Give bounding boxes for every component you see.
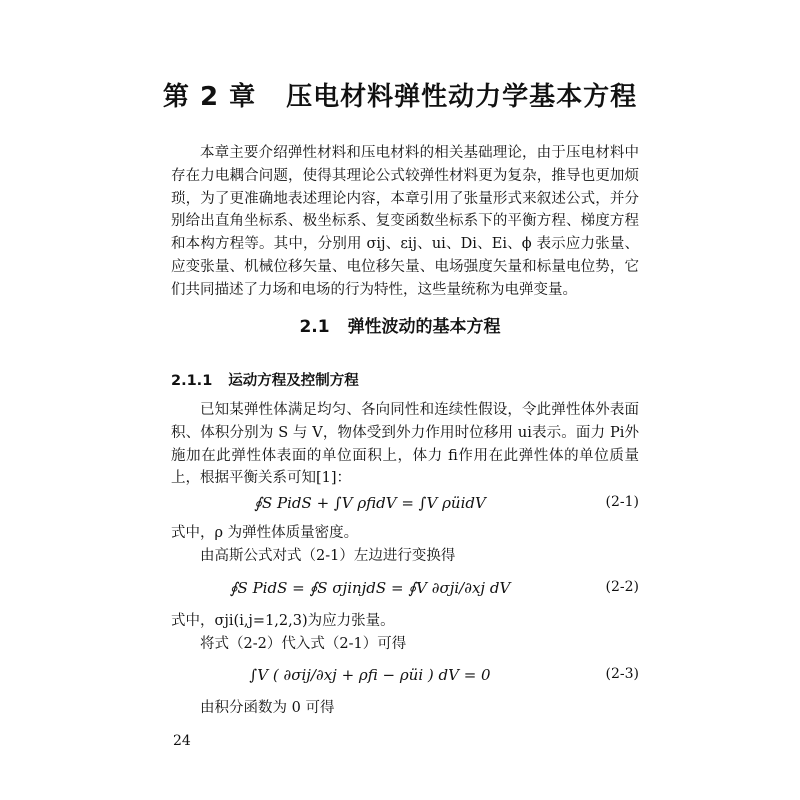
paragraph-density-note: 式中，ρ 为弹性体质量密度。 xyxy=(171,525,359,541)
chapter-intro-paragraph: 本章主要介绍弹性材料和压电材料的相关基础理论，由于压电材料中存在力电耦合问题，使得其理论公式较弹性材料更为复杂，推导也更加烦琐，为了更准确地表述理论内容，本章引用了张量形式来叙述公式，并分别给出直角坐标系、极坐标系、复变函数坐标系下的平衡方程、梯度方程和本构方程等。其中，分别用 σij、εij、ui、Di、Ei、ϕ 表示应力张量、应变张量、机械位移矢量、电位移矢量、电场强度矢量和标量电位势，它们共同描述了力场和电场的行为特性，这些量统称为电弹变量。 xyxy=(171,145,639,298)
paragraph-substitute: 将式（2-2）代入式（2-1）可得 xyxy=(200,636,407,652)
equation-body: ∮S PidS = ∮S σjinjdS = ∮V ∂σji/∂xj dV xyxy=(229,579,511,597)
chapter-title xyxy=(0,76,800,113)
paragraph-gauss-transform: 由高斯公式对式（2-1）左边进行变换得 xyxy=(200,548,456,564)
subsection-number: 2.1.1 xyxy=(171,373,213,389)
subsection-title xyxy=(171,369,359,390)
paragraph-assumptions: 已知某弹性体满足均匀、各向同性和连续性假设，令此弹性体外表面积、体积分别为 S 与 V，物体受到外力作用时位移用 ui表示。面力 Pi外施加在此弹性体表面的单位面积上，体力 fi作用在此弹性体的单位质量上，根据平衡关系可知[1]： xyxy=(171,402,639,487)
equation-number: (2-3) xyxy=(605,666,639,682)
paragraph-integrand-zero: 由积分函数为 0 可得 xyxy=(200,700,335,716)
section-title xyxy=(0,312,800,337)
page-number: 24 xyxy=(173,733,191,749)
section-number: 2.1 xyxy=(299,317,330,337)
section-title-text: 弹性波动的基本方程 xyxy=(347,317,501,337)
equation-number: (2-1) xyxy=(605,494,639,510)
equation-number: (2-2) xyxy=(605,579,639,595)
equation-body: ∮S PidS + ∫V ρfidV = ∫V ρüidV xyxy=(254,494,486,512)
chapter-number: 第 2 章 xyxy=(162,82,257,112)
paragraph-stress-tensor-note: 式中，σji(i,j=1,2,3)为应力张量。 xyxy=(171,613,395,629)
chapter-title-text: 压电材料弹性动力学基本方程 xyxy=(286,82,638,112)
equation-body: ∫V ( ∂σij/∂xj + ρfi − ρüi ) dV = 0 xyxy=(249,666,491,684)
subsection-title-text: 运动方程及控制方程 xyxy=(228,373,359,389)
